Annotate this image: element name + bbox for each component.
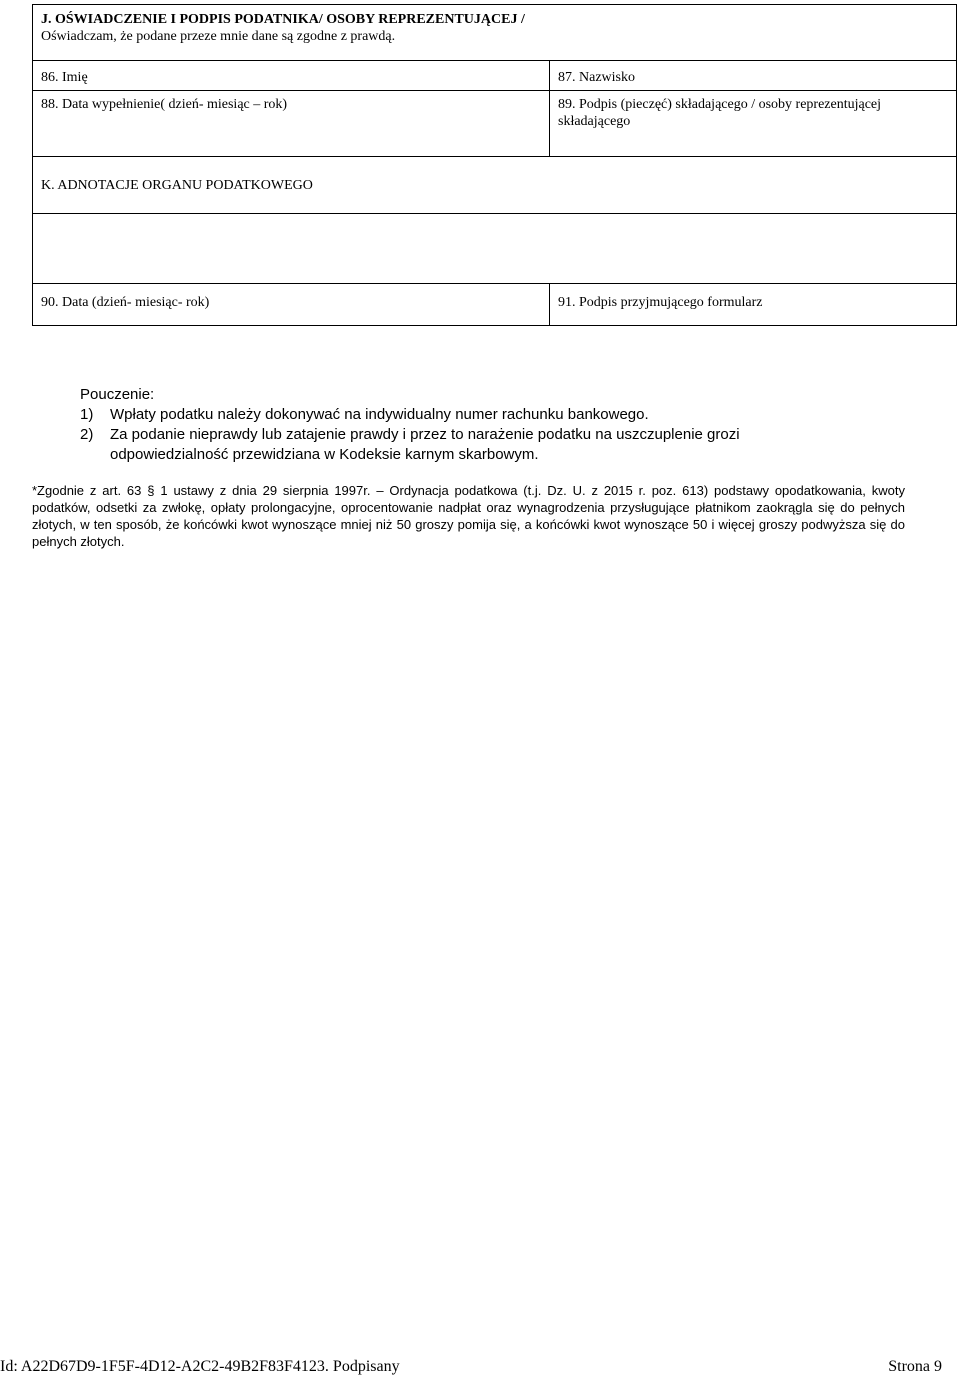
document-id: Id: A22D67D9-1F5F-4D12-A2C2-49B2F83F4123. Podpisany (0, 1358, 400, 1375)
field-91-receiver-signature[interactable] (550, 284, 957, 326)
field-89-signature[interactable] (550, 91, 957, 157)
instruction-text: Wpłaty podatku należy dokonywać na indywidualny numer rachunku bankowego. (110, 406, 649, 423)
field-87-label: 87. Nazwisko (558, 70, 635, 85)
field-90-date[interactable] (33, 284, 550, 326)
field-88-label: 88. Data wypełnienie( dzień- miesiąc – rok) (41, 97, 288, 112)
instruction-item (80, 405, 900, 425)
section-k-header (33, 157, 957, 214)
instruction-continuation: odpowiedzialność przewidziana w Kodeksie karnym skarbowym. (110, 446, 539, 463)
section-k-title: K. ADNOTACJE ORGANU PODATKOWEGO (41, 178, 313, 193)
instruction-text: Za podanie nieprawdy lub zatajenie prawdy i przez to narażenie podatku na uszczuplenie grozi (110, 426, 740, 443)
field-91-label: 91. Podpis przyjmującego formularz (558, 295, 763, 310)
instructions-heading: Pouczenie: (80, 386, 155, 403)
field-88-fill-date[interactable] (33, 91, 550, 157)
field-86-label: 86. Imię (41, 70, 88, 85)
instruction-number: 1) (80, 406, 94, 423)
instruction-item (80, 425, 900, 445)
declaration-form-table (32, 4, 957, 326)
field-90-label: 90. Data (dzień- miesiąc- rok) (41, 295, 210, 310)
instructions-block (80, 385, 900, 465)
legal-footnote (32, 482, 905, 550)
field-86-first-name[interactable] (33, 61, 550, 91)
section-j-header (33, 5, 957, 61)
field-89-label: 89. Podpis (pieczęć) składającego / osoby reprezentującej składającego (558, 97, 882, 129)
page-footer (0, 1358, 942, 1376)
section-k-annotation-area[interactable] (33, 214, 957, 284)
section-j-statement: Oświadczam, że podane przeze mnie dane są zgodne z prawdą. (41, 29, 396, 44)
legal-footnote-text: *Zgodnie z art. 63 § 1 ustawy z dnia 29 sierpnia 1997r. – Ordynacja podatkowa (t.j. Dz. U. z 2015 r. poz. 613) podstawy opodatkowania, kwoty podatków, odsetki za zwłokę, opłaty prolongacyjne, oprocentowanie nadpłat oraz wynagrodzenia przysługujące płatnikom zaokrągla się do pełnych złotych, w ten sposób, że końcówki kwot wynoszące mniej niż 50 groszy pomija się, a końcówki kwot wynoszące 50 i więcej groszy podwyższa się do pełnych złotych. (32, 483, 905, 549)
section-j-title: J. OŚWIADCZENIE I PODPIS PODATNIKA/ OSOBY REPREZENTUJĄCEJ / (41, 12, 525, 27)
field-87-last-name[interactable] (550, 61, 957, 91)
instruction-number: 2) (80, 426, 94, 443)
page-number: Strona 9 (888, 1358, 942, 1375)
